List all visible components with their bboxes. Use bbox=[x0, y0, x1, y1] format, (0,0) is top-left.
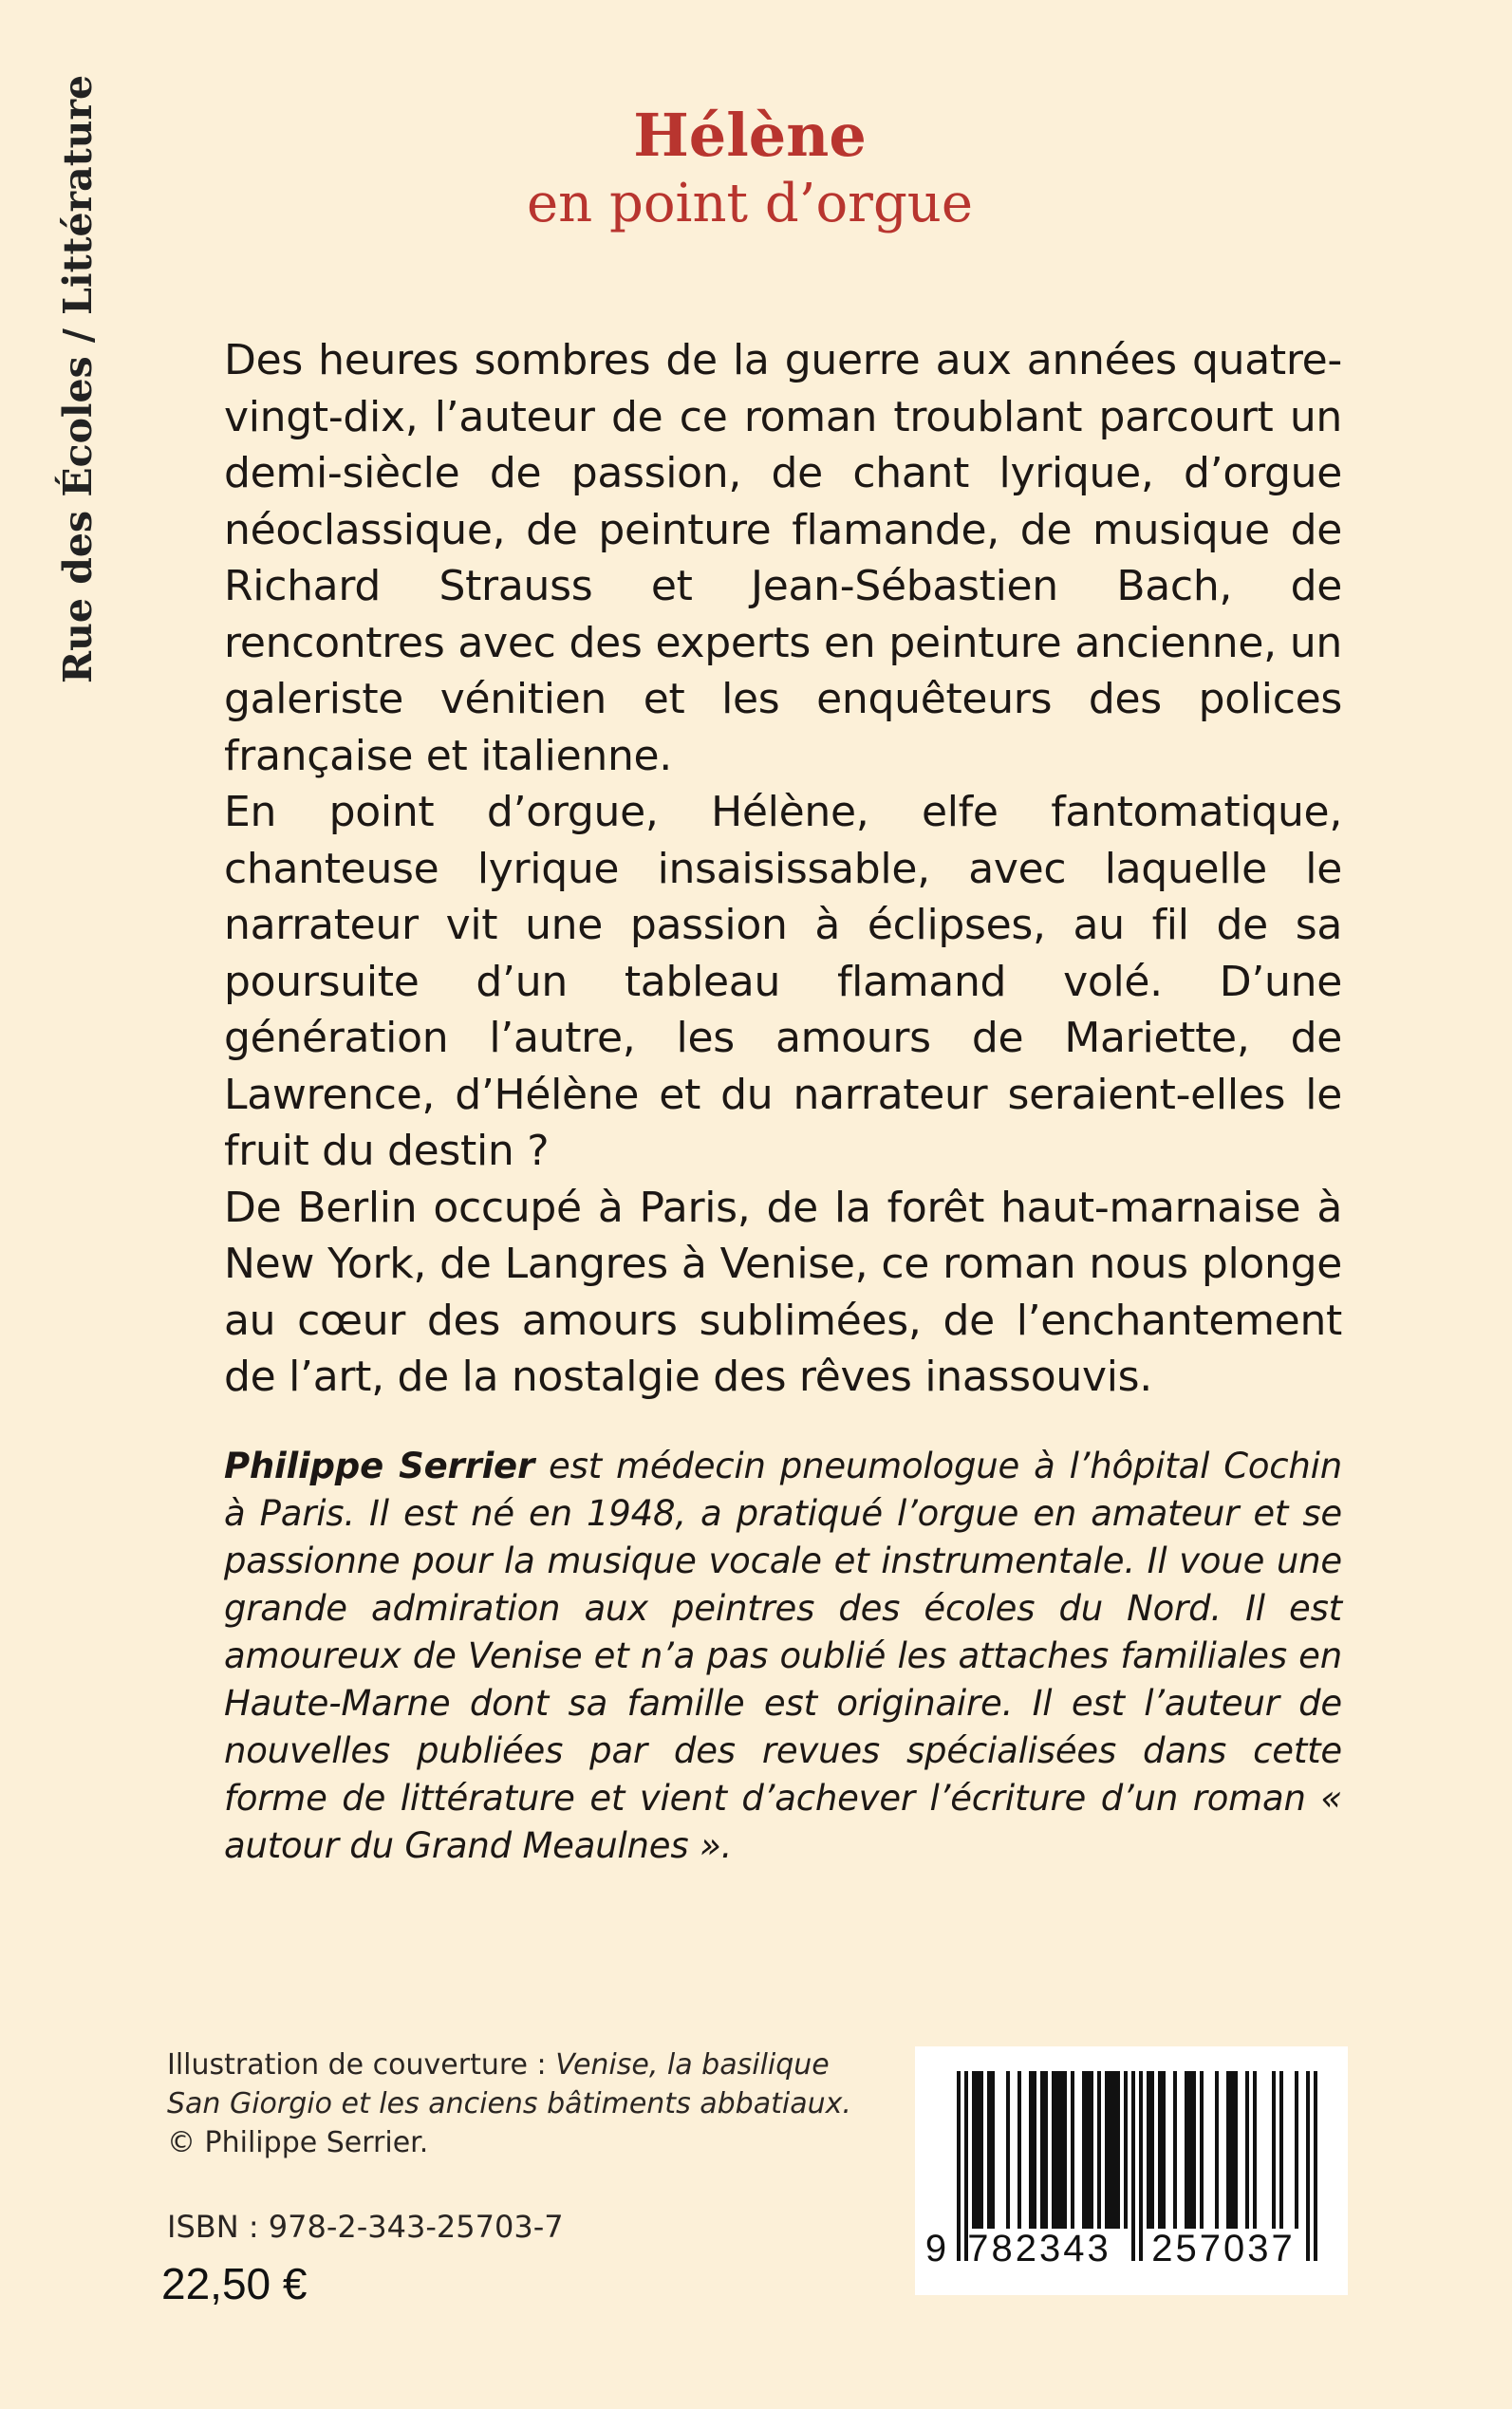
barcode-bar bbox=[1124, 2071, 1128, 2229]
title-main: Hélène bbox=[633, 101, 867, 170]
barcode-bar bbox=[1306, 2071, 1310, 2261]
barcode-bar bbox=[1295, 2071, 1298, 2229]
barcode-bar bbox=[1109, 2071, 1112, 2229]
barcode-bar bbox=[1063, 2071, 1067, 2229]
barcode-bar bbox=[1033, 2071, 1036, 2229]
price: 22,50 € bbox=[161, 2259, 308, 2308]
barcode-bar bbox=[1071, 2071, 1074, 2229]
barcode bbox=[915, 2046, 1348, 2295]
barcode-bar bbox=[1097, 2071, 1101, 2229]
barcode-bar bbox=[1029, 2071, 1033, 2229]
credits-line-1 bbox=[167, 2045, 888, 2084]
collection-label: Rue des Écoles / Littérature bbox=[55, 74, 101, 683]
barcode-bar bbox=[972, 2071, 976, 2229]
barcode-bar bbox=[1086, 2071, 1090, 2229]
barcode-bar bbox=[1131, 2071, 1135, 2261]
barcode-bar bbox=[1230, 2071, 1234, 2229]
author-bio bbox=[224, 1443, 1342, 1870]
credits-label: Illustration de couverture : bbox=[167, 2048, 556, 2082]
synopsis bbox=[224, 332, 1342, 1406]
barcode-bar bbox=[957, 2071, 961, 2261]
barcode-bar bbox=[1226, 2071, 1230, 2229]
barcode-bar bbox=[1006, 2071, 1010, 2229]
barcode-bar bbox=[1272, 2071, 1276, 2229]
barcode-bar bbox=[1082, 2071, 1086, 2229]
barcode-bar bbox=[1162, 2071, 1166, 2229]
barcode-bar bbox=[1185, 2071, 1188, 2229]
barcode-bar bbox=[1055, 2071, 1059, 2229]
author-name: Philippe Serrier bbox=[224, 1446, 534, 1486]
barcode-bar bbox=[1188, 2071, 1192, 2229]
synopsis-paragraph-2: En point d’orgue, Hélène, elfe fantomatique, chanteuse lyrique insaisissable, avec laquelle le narrateur vit une passion à éclipses, au fil de sa poursuite d’un tableau flamand volé. D’une génération l’autre, les amours de Mariette, de Lawrence, d’Hélène et du narrateur seraient-elles le fruit du destin ? bbox=[224, 788, 1342, 1175]
barcode-bar bbox=[1192, 2071, 1196, 2229]
barcode-bar bbox=[1044, 2071, 1048, 2229]
barcode-bar bbox=[1173, 2071, 1177, 2229]
barcode-bar bbox=[1040, 2071, 1044, 2229]
barcode-lead-digit: 9 bbox=[924, 2228, 947, 2269]
barcode-bar bbox=[1052, 2071, 1055, 2229]
title-subtitle: en point d’orgue bbox=[526, 173, 974, 234]
barcode-bar bbox=[1112, 2071, 1116, 2229]
barcode-bar bbox=[1234, 2071, 1238, 2229]
synopsis-paragraph-1: Des heures sombres de la guerre aux années quatre-vingt-dix, l’auteur de ce roman troublant parcourt un demi-siècle de passion, de chant lyrique, d’orgue néoclassique, de peinture flamande, de musique de Richard Strauss et Jean-Sébastien Bach, de rencontres avec des experts en peinture ancienne, un galeriste vénitien et les enquêteurs des polices française et italienne. bbox=[224, 336, 1342, 780]
barcode-bar bbox=[976, 2071, 980, 2229]
barcode-bar bbox=[1105, 2071, 1109, 2229]
barcode-bar bbox=[980, 2071, 983, 2229]
barcode-left-digits: 782343 bbox=[967, 2228, 1111, 2269]
credits-copyright: © Philippe Serrier. bbox=[167, 2126, 429, 2159]
barcode-bar bbox=[1279, 2071, 1283, 2229]
synopsis-paragraph-3: De Berlin occupé à Paris, de la forêt haut-marnaise à New York, de Langres à Venise, ce roman nous plonge au cœur des amours sublimées, de l’enchantement de l’art, de la nostalgie des rêves inassouvis. bbox=[224, 1183, 1342, 1401]
barcode-bar bbox=[1147, 2071, 1150, 2229]
cover-credits bbox=[167, 2045, 888, 2162]
barcode-bar bbox=[1017, 2071, 1021, 2229]
credits-title-line-2: San Giorgio et les anciens bâtiments abbatiaux. bbox=[167, 2087, 851, 2120]
credits-line-2 bbox=[167, 2084, 888, 2123]
barcode-right-digits: 257037 bbox=[1151, 2228, 1296, 2269]
isbn: ISBN : 978-2-343-25703-7 bbox=[167, 2209, 564, 2245]
barcode-bar bbox=[987, 2071, 991, 2229]
barcode-bar bbox=[1253, 2071, 1257, 2229]
barcode-bar bbox=[1215, 2071, 1219, 2229]
author-bio-text: est médecin pneumologue à l’hôpital Cochin à Paris. Il est né en 1948, a pratiqué l’orgue en amateur et se passionne pour la musique vocale et instrumentale. Il voue une grande admiration aux peintres des écoles du Nord. Il est amoureux de Venise et n’a pas oublié les attaches familiales en Haute-Marne dont sa famille est originaire. Il est l’auteur de nouvelles publiées par des revues spécialisées dans cette forme de littérature et vient d’achever l’écriture d’un roman « autour du Grand Meaulnes ». bbox=[224, 1446, 1342, 1866]
barcode-bar bbox=[1139, 2071, 1143, 2261]
barcode-bar bbox=[1090, 2071, 1093, 2229]
barcode-bar bbox=[1200, 2071, 1204, 2229]
credits-title-line-1: Venise, la basilique bbox=[555, 2048, 830, 2082]
barcode-bar bbox=[1158, 2071, 1162, 2229]
barcode-bar bbox=[1150, 2071, 1154, 2229]
barcode-bar bbox=[1059, 2071, 1063, 2229]
book-title bbox=[342, 100, 1158, 236]
barcode-bar bbox=[1314, 2071, 1317, 2261]
barcode-bar bbox=[1116, 2071, 1120, 2229]
barcode-graphic bbox=[915, 2046, 1348, 2295]
barcode-bar bbox=[991, 2071, 995, 2229]
barcode-bar bbox=[1245, 2071, 1249, 2229]
